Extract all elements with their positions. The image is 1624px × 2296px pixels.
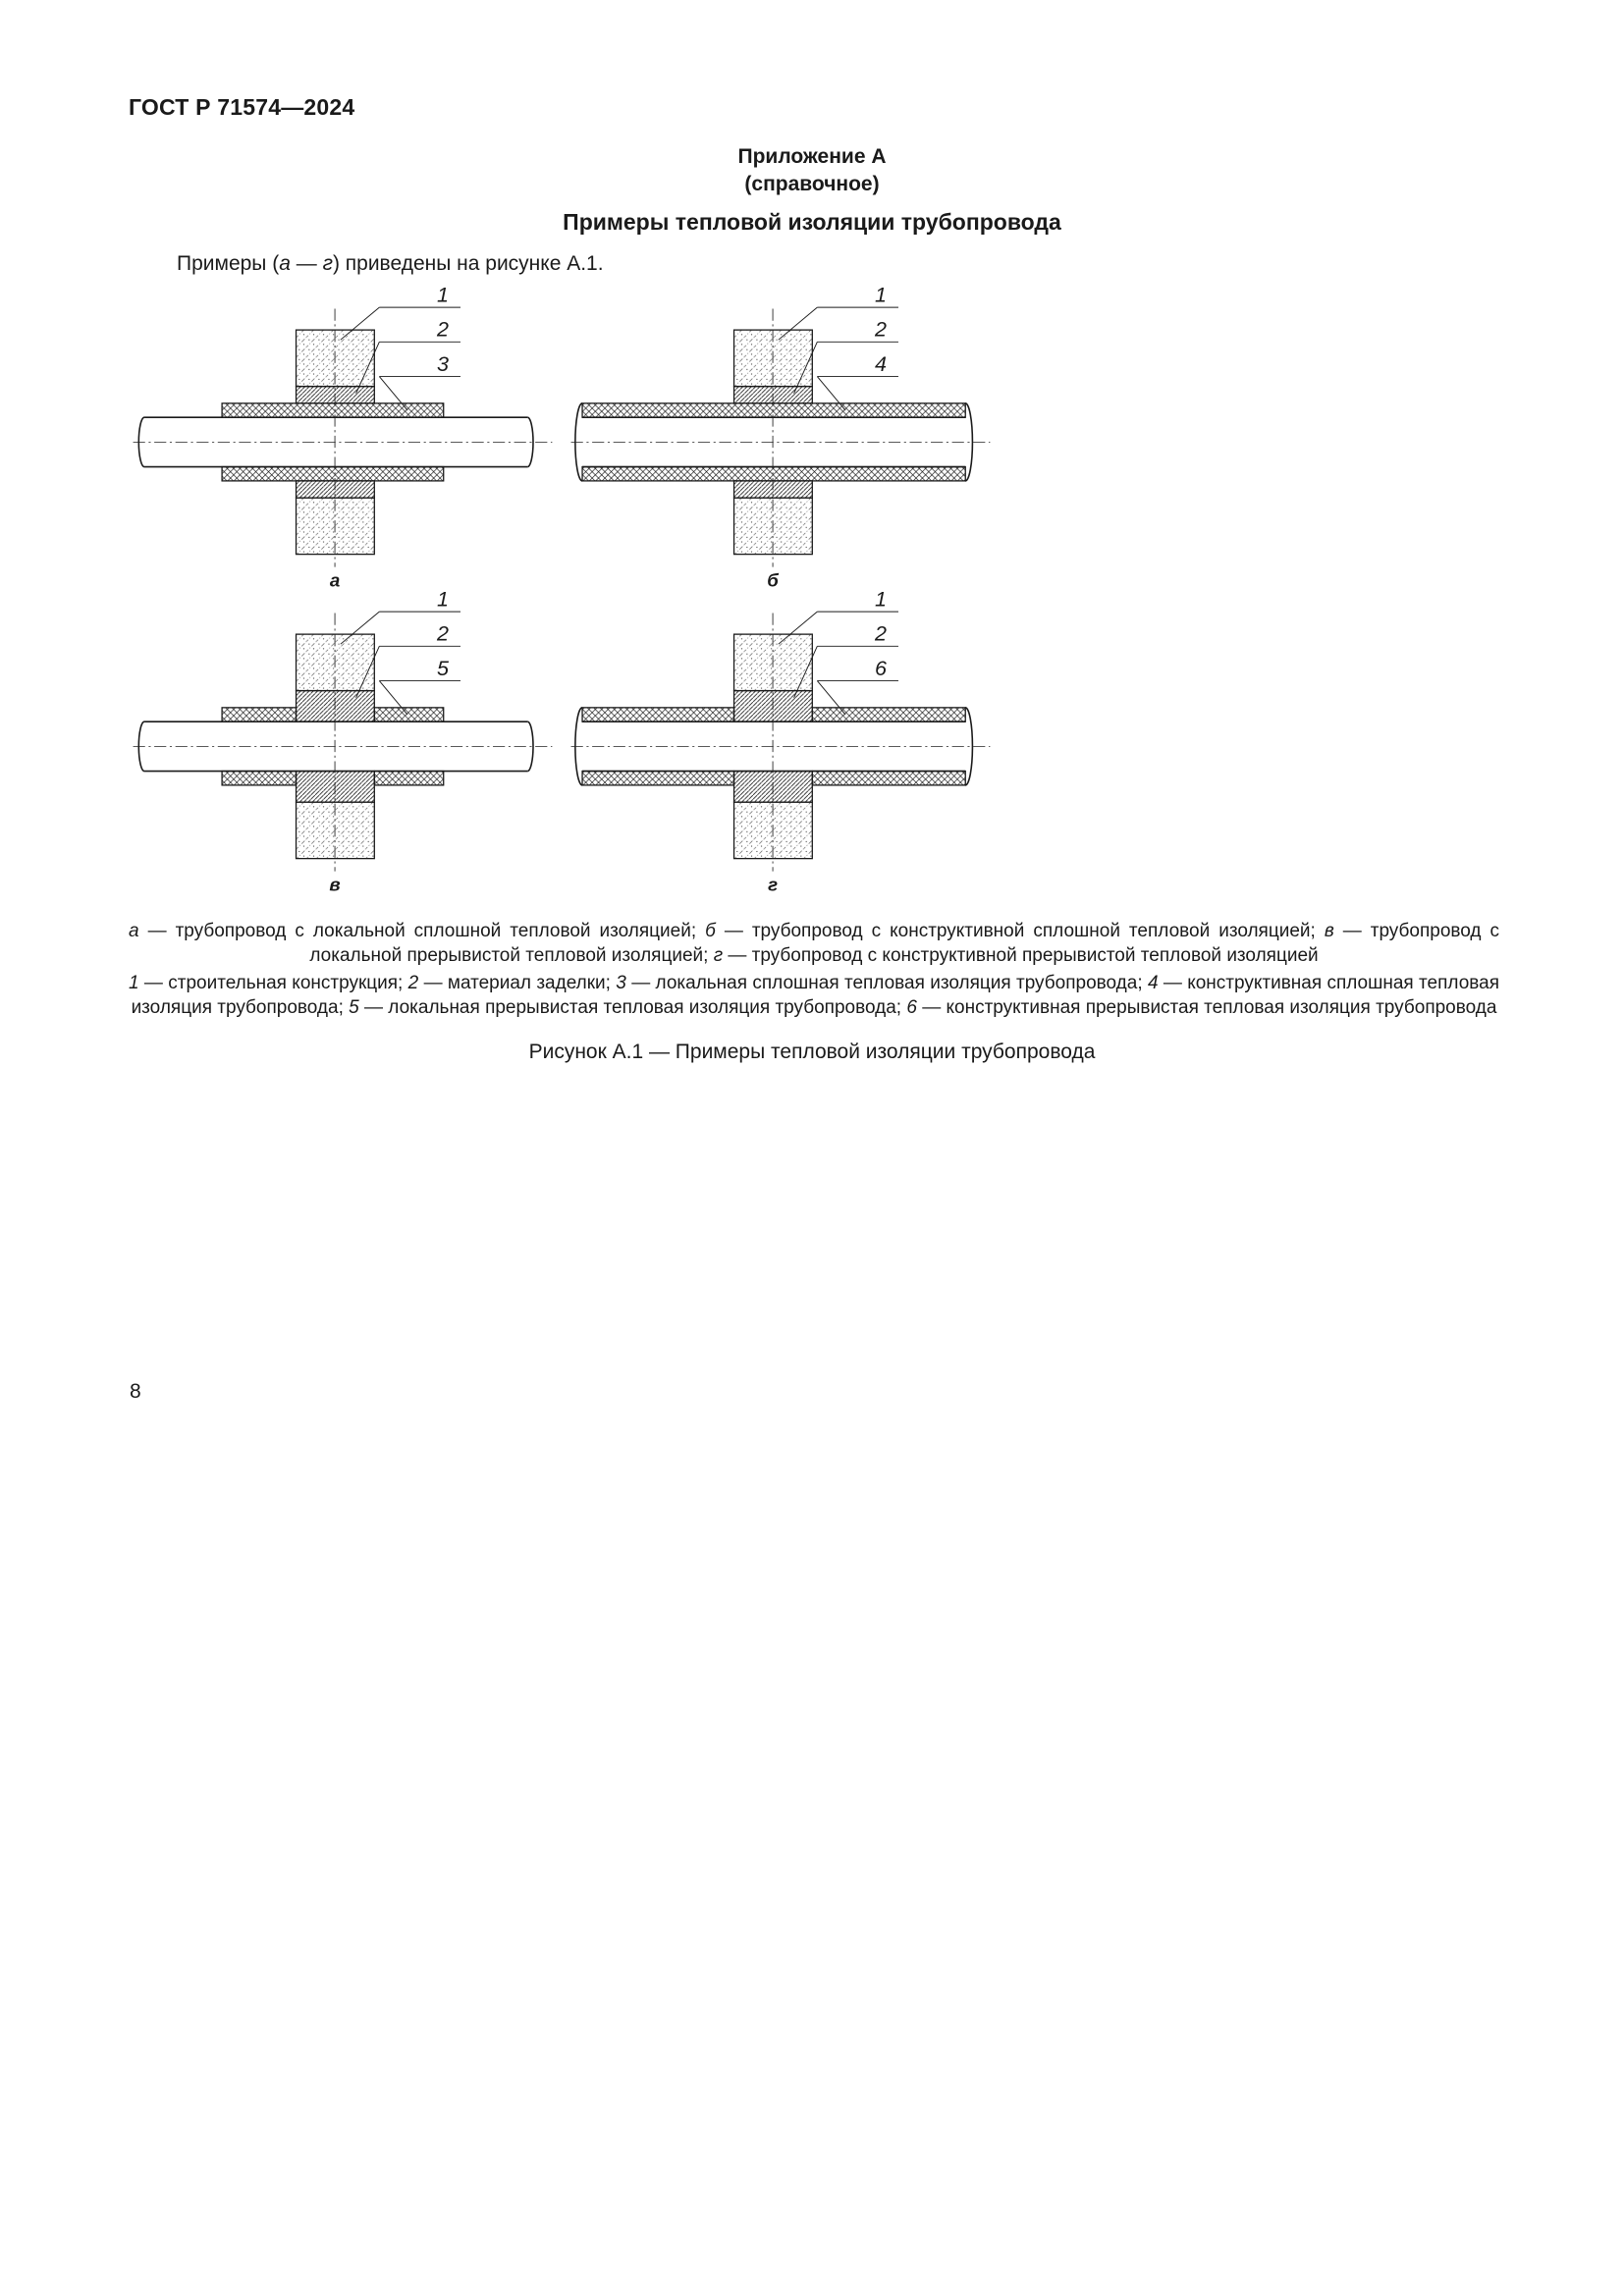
text-segment: — локальная сплошная тепловая изоляция трубопровода; bbox=[625, 973, 1148, 993]
text-segment: ) приведены на рисунке А.1. bbox=[332, 252, 604, 275]
callout-number: 4 bbox=[875, 350, 888, 376]
page-number: 8 bbox=[130, 1380, 141, 1403]
subfigure-letter: г bbox=[768, 874, 779, 895]
pipe-insulation-diagram bbox=[129, 592, 567, 895]
document-header: ГОСТ Р 71574—2024 bbox=[129, 94, 355, 120]
text-segment: 1 bbox=[129, 973, 139, 993]
callout-number: 2 bbox=[875, 316, 888, 342]
callout-number: 1 bbox=[875, 592, 888, 612]
figure-captions-block bbox=[129, 919, 1499, 1023]
pipe-insulation-diagram bbox=[567, 592, 1004, 895]
text-segment: б bbox=[705, 921, 716, 941]
text-segment: — трубопровод с конструктивной прерывистой тепловой изоляцией bbox=[723, 945, 1319, 966]
figure-caption bbox=[129, 919, 1499, 968]
pipe-insulation-diagram bbox=[567, 288, 1004, 591]
section-title: Примеры тепловой изоляции трубопровода bbox=[563, 209, 1061, 235]
text-segment: Примеры ( bbox=[177, 252, 280, 275]
text-segment: в bbox=[1324, 921, 1334, 941]
text-segment: а bbox=[129, 921, 139, 941]
text-segment: — конструктивная сплошная тепловая изоляция трубопровода; bbox=[131, 973, 1500, 1018]
text-segment: — трубопровод с конструктивной сплошной тепловой изоляцией; bbox=[715, 921, 1325, 941]
text-segment: г bbox=[713, 945, 724, 966]
appendix-heading bbox=[0, 143, 1624, 198]
figure-drawing-v bbox=[129, 592, 567, 896]
callout-number: 1 bbox=[437, 288, 450, 307]
text-segment: — bbox=[290, 252, 323, 275]
callout-number: 5 bbox=[437, 655, 450, 680]
text-segment: — трубопровод с локальной прерывистой тепловой изоляцией; bbox=[309, 921, 1500, 966]
callout-number: 2 bbox=[875, 620, 888, 646]
text-segment: 5 bbox=[349, 997, 359, 1018]
text-segment: 6 bbox=[906, 997, 917, 1018]
text-segment: — конструктивная прерывистая тепловая изоляция трубопровода bbox=[916, 997, 1497, 1018]
text-segment: — трубопровод с локальной сплошной тепловой изоляцией; bbox=[138, 921, 706, 941]
text-segment: а bbox=[279, 252, 291, 275]
text-segment: — локальная прерывистая тепловая изоляция трубопровода; bbox=[358, 997, 907, 1018]
callout-number: 2 bbox=[437, 620, 450, 646]
figure-drawing-a bbox=[129, 288, 567, 592]
subfigure-letter: в bbox=[329, 874, 341, 895]
text-segment: 2 bbox=[407, 973, 419, 993]
figure-drawing-b bbox=[567, 288, 1004, 592]
subfigure-letter: б bbox=[767, 569, 779, 591]
text-segment: — материал заделки; bbox=[418, 973, 617, 993]
callout-number: 2 bbox=[437, 316, 450, 342]
text-segment: г bbox=[322, 252, 333, 275]
callout-number: 6 bbox=[875, 655, 888, 680]
figure-grid bbox=[129, 288, 1004, 896]
intro-paragraph bbox=[177, 252, 604, 276]
appendix-title: Приложение А bbox=[737, 145, 887, 168]
figure-title: Рисунок А.1 — Примеры тепловой изоляции трубопровода bbox=[528, 1041, 1096, 1063]
text-segment: — строительная конструкция; bbox=[138, 973, 408, 993]
text-segment: 4 bbox=[1147, 973, 1159, 993]
figure-legend bbox=[129, 971, 1499, 1020]
appendix-subtitle: (справочное) bbox=[744, 173, 880, 195]
text-segment: 3 bbox=[616, 973, 626, 993]
subfigure-letter: а bbox=[329, 569, 341, 591]
callout-number: 1 bbox=[437, 592, 450, 612]
figure-drawing-g bbox=[567, 592, 1004, 896]
pipe-insulation-diagram bbox=[129, 288, 567, 591]
callout-number: 1 bbox=[875, 288, 888, 307]
callout-number: 3 bbox=[437, 350, 450, 376]
